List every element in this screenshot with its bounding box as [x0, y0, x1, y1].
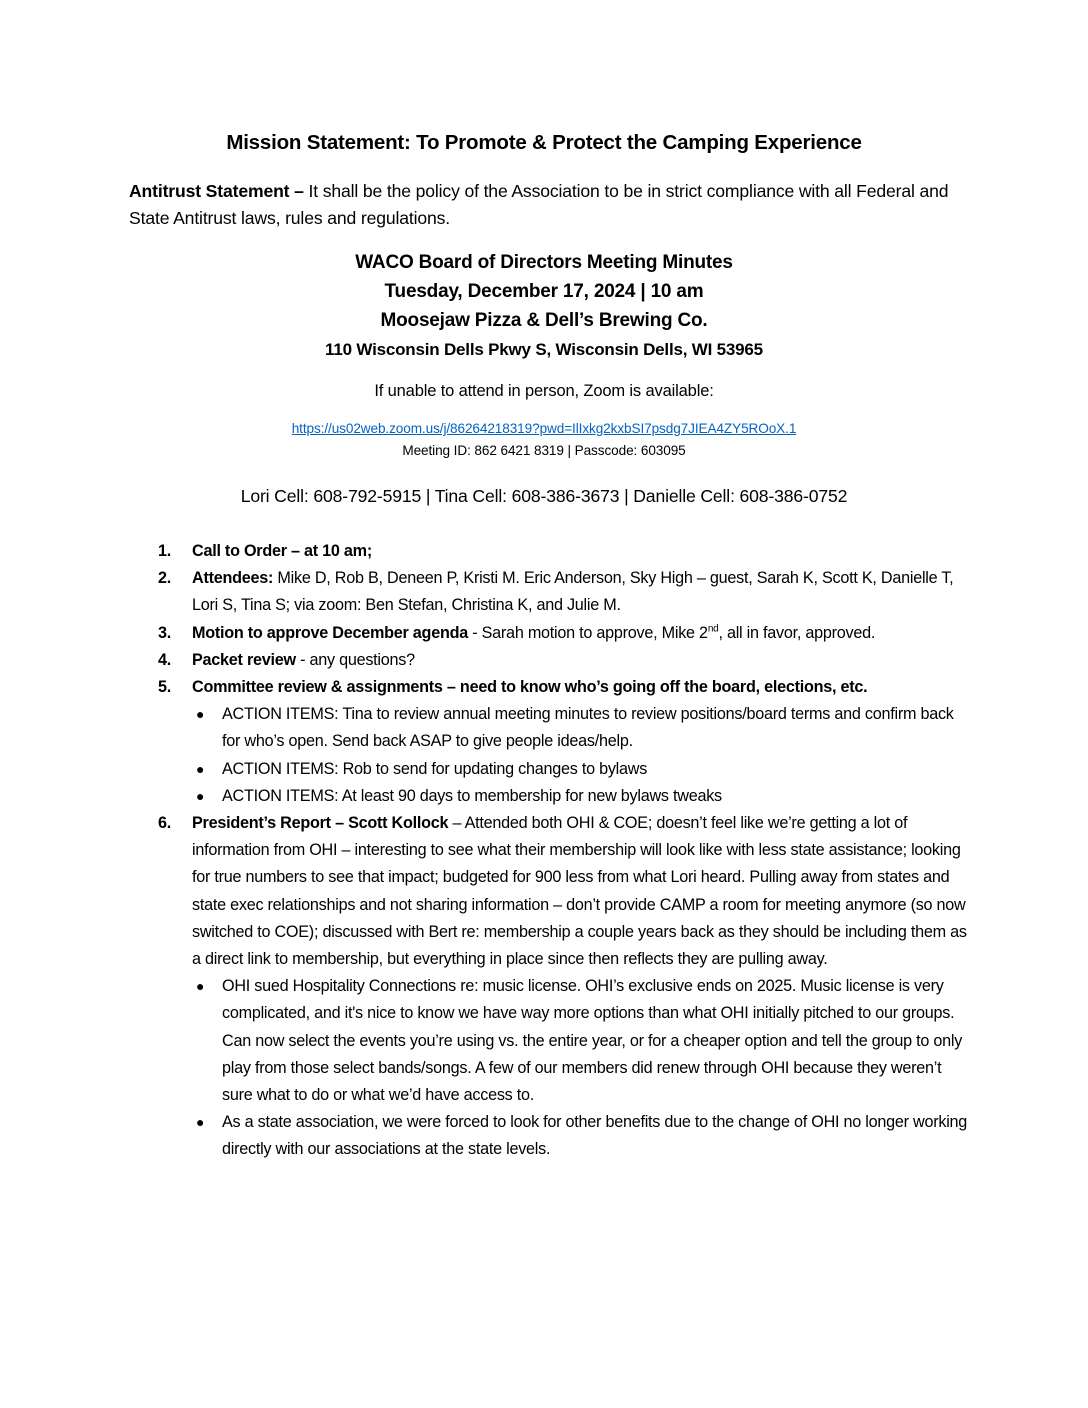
- agenda-list: [158, 538, 970, 1164]
- meeting-venue: Moosejaw Pizza & Dell’s Brewing Co.: [380, 310, 708, 331]
- bullet-icon: ●: [196, 978, 205, 995]
- agenda-item-approve-agenda: [158, 620, 970, 647]
- agenda-item-committee-review: [158, 674, 970, 701]
- bullet-icon: ●: [196, 787, 205, 804]
- agenda-item-heading: Motion to approve December agenda: [192, 623, 468, 642]
- agenda-item-call-to-order: [158, 538, 970, 565]
- mission-statement: Mission Statement: To Promote & Protect the Camping Experience: [226, 131, 862, 154]
- meeting-date: Tuesday, December 17, 2024 | 10 am: [384, 281, 704, 302]
- meeting-address: 110 Wisconsin Dells Pkwy S, Wisconsin Dells, WI 53965: [325, 340, 763, 359]
- agenda-item-text: – Attended both OHI & COE; doesn’t feel like we’re getting a lot of information from OHI – interesting to see what their membership will look like with less state assistance; looking for true numbers to see that impact; budgeted for 900 less from what Lori heard. Pulling away from states and state exec relationships and not sharing information – don’t provide CAMP a room for meeting anymore (so now switched to COE); discussed with Bert re: membership a couple years back as they should be including them as a direct link to membership, but everything in place since then reflects they are pulling away.: [192, 814, 967, 969]
- list-item: [158, 973, 970, 1109]
- list-item: [158, 701, 970, 755]
- bullet-icon: ●: [196, 1114, 205, 1131]
- bullet-icon: ●: [196, 706, 205, 723]
- bullet-icon: ●: [196, 760, 205, 777]
- agenda-item-text-continued: , all in favor, approved.: [718, 623, 876, 642]
- bullet-text: As a state association, we were forced to look for other benefits due to the change of OHI no longer working directly with our associations at the state levels.: [222, 1113, 968, 1159]
- agenda-item-text: - any questions?: [295, 650, 415, 669]
- meeting-header: [0, 248, 1088, 364]
- agenda-item-heading: Packet review: [192, 650, 296, 669]
- zoom-note: If unable to attend in person, Zoom is available:: [374, 382, 714, 400]
- agenda-item-heading: Call to Order – at 10 am;: [192, 542, 372, 560]
- antitrust-statement: [129, 178, 969, 232]
- list-item: [158, 783, 970, 810]
- agenda-item-heading: Attendees:: [192, 569, 274, 588]
- bullet-text: ACTION ITEMS: Tina to review annual meeting minutes to review positions/board terms and confirm back for who’s open. Send back ASAP to give people ideas/help.: [222, 705, 954, 751]
- bullet-text: ACTION ITEMS: Rob to send for updating changes to bylaws: [222, 759, 648, 778]
- bullet-text: ACTION ITEMS: At least 90 days to membership for new bylaws tweaks: [222, 786, 722, 805]
- agenda-item-presidents-report: [158, 810, 970, 973]
- agenda-item-text: Mike D, Rob B, Deneen P, Kristi M. Eric Anderson, Sky High – guest, Sarah K, Scott K, Danielle T, Lori S, Tina S; via zoom: Ben Stefan, Christina K, and Julie M.: [192, 569, 954, 615]
- list-item: [158, 756, 970, 783]
- antitrust-lead: Antitrust Statement –: [129, 181, 304, 201]
- agenda-item-attendees: [158, 565, 970, 619]
- agenda-item-text: - Sarah motion to approve, Mike 2: [467, 623, 708, 642]
- agenda-item-packet-review: [158, 647, 970, 674]
- zoom-meeting-ids: Meeting ID: 862 6421 8319 | Passcode: 603095: [402, 443, 686, 458]
- meeting-title: WACO Board of Directors Meeting Minutes: [355, 252, 733, 273]
- contact-numbers: Lori Cell: 608-792-5915 | Tina Cell: 608-386-3673 | Danielle Cell: 608-386-0752: [240, 486, 848, 506]
- presidents-report-notes: [158, 973, 970, 1163]
- agenda-item-number: 3.: [158, 623, 172, 642]
- agenda-item-number: 4.: [158, 650, 172, 669]
- zoom-link-row: [0, 421, 1088, 436]
- ordinal-suffix: nd: [707, 623, 719, 635]
- list-item: [158, 1109, 970, 1163]
- bullet-text: OHI sued Hospitality Connections re: music license. OHI’s exclusive ends on 2025. Music license is very complicated, and it's nice to know we have way more options than what OHI initially pitched to our groups. Can now select the events you’re using vs. the entire year, or for a cheaper option and tell the group to only play from those select bands/songs. A few of our members did renew through OHI because they weren’t sure what to do or what we’d have access to.: [222, 977, 963, 1105]
- agenda-item-number: 1.: [158, 542, 172, 560]
- agenda-item-heading: Committee review & assignments – need to know who’s going off the board, elections, etc.: [192, 678, 868, 697]
- agenda-item-number: 2.: [158, 569, 172, 588]
- zoom-link[interactable]: https://us02web.zoom.us/j/86264218319?pwd=IlIxkg2kxbSI7psdg7JIEA4ZY5ROoX.1: [291, 421, 797, 436]
- antitrust-text: It shall be the policy of the Association to be in strict compliance with all Federal and State Antitrust laws, rules and regulations.: [129, 181, 949, 228]
- committee-action-items: [158, 701, 970, 810]
- agenda-item-number: 5.: [158, 678, 172, 697]
- agenda-item-heading: President’s Report – Scott Kollock: [192, 814, 449, 833]
- agenda-item-number: 6.: [158, 814, 172, 833]
